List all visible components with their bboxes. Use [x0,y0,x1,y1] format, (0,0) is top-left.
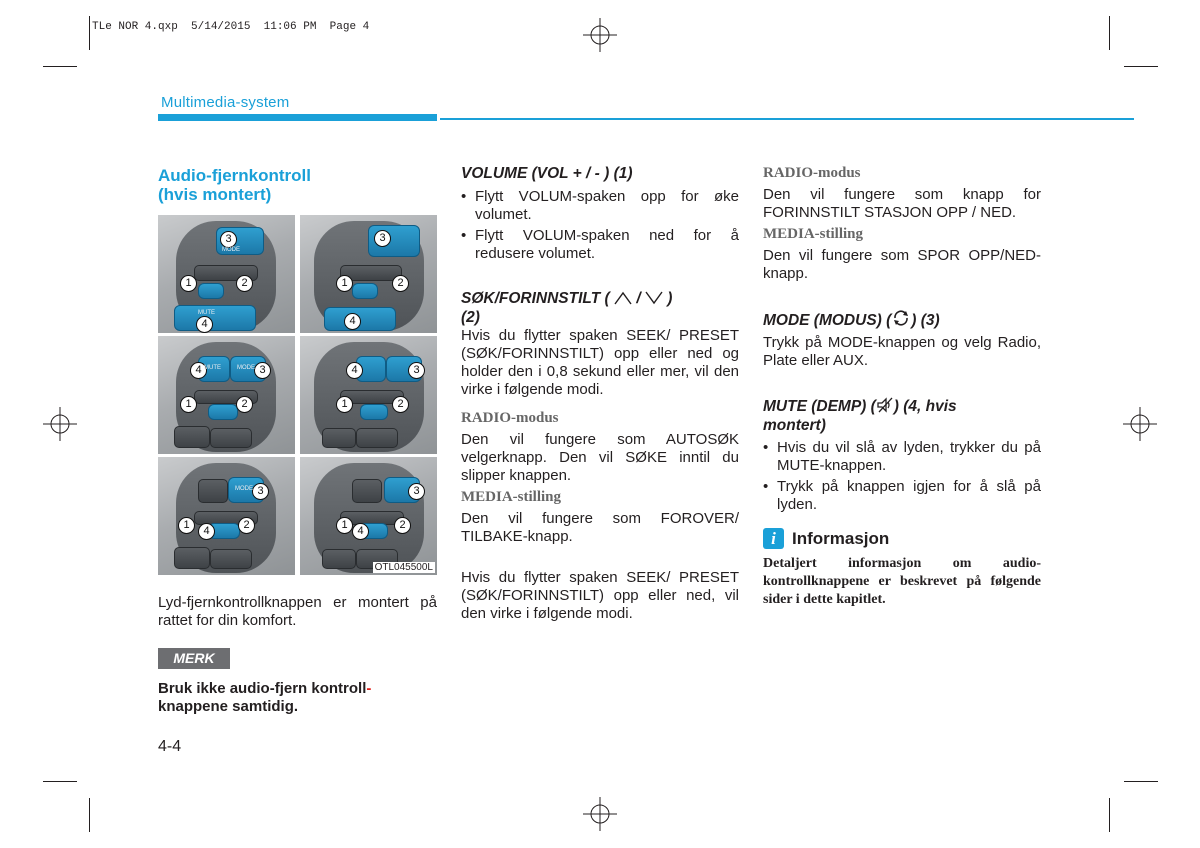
callout-3: 3 [408,483,425,500]
registration-mark-icon [43,407,77,441]
volume-list [461,188,739,263]
mode-heading-b: ) (3) [911,312,940,329]
volume-heading: VOLUME (VOL + / - ) (1) [461,165,633,182]
seek-paragraph-1: Hvis du flytter spaken SEEK/ PRESET (SØK/FORINNSTILT) opp eller ned og holder den i 0,8 sekund eller mer, vil den virke i følgende modi. [461,327,739,398]
media-mode-text: Den vil fungere som SPOR OPP/NED-knapp. [763,247,1041,282]
callout-2: 2 [236,396,253,413]
left-heading [158,166,437,204]
header-rule [440,118,1134,120]
mute-label: MUTE [198,310,215,316]
media-mode-label: MEDIA-stilling [461,489,562,505]
callout-1: 1 [180,396,197,413]
list-item: • Flytt VOLUM-spaken opp for øke volumet. [461,188,739,224]
callout-2: 2 [394,517,411,534]
crop-line [89,798,90,832]
registration-mark-icon [583,797,617,831]
seek-heading-b: ) [667,290,673,307]
crop-line [43,781,77,782]
seek-heading-line2: (2) [461,309,480,326]
right-column [763,164,1041,609]
photo-panel [300,215,437,333]
media-mode-label: MEDIA-stilling [763,226,864,242]
page-number: 4-4 [158,738,182,755]
print-slug: TLe NOR 4.qxp 5/14/2015 11:06 PM Page 4 [92,21,370,33]
heading-line-2: (hvis montert) [158,185,272,204]
mode-heading-a: MODE (MODUS) ( [763,312,892,329]
callout-4: 4 [346,362,363,379]
callout-2: 2 [392,396,409,413]
radio-mode-label: RADIO-modus [461,410,559,426]
mode-label: MODE [237,365,255,371]
callout-4: 4 [198,523,215,540]
callout-1: 1 [178,517,195,534]
callout-3: 3 [408,362,425,379]
radio-mode-text: Den vil fungere som knapp for FORINNSTILT STASJON OPP / NED. [763,186,1041,221]
mute-list [763,439,1041,514]
chevron-down-icon [645,291,663,305]
radio-mode-label: RADIO-modus [763,165,861,181]
list-item: • Flytt VOLUM-spaken ned for å redusere volumet. [461,227,739,263]
photo-panel [300,457,437,575]
info-text: Detaljert informasjon om audio-kontrollknappene er beskrevet på følgende sider i dette kapitlet. [763,556,1041,607]
seek-heading-a: SØK/FORINNSTILT ( [461,290,610,307]
crop-line [1109,798,1110,832]
header-bar [158,114,437,121]
callout-3: 3 [220,231,237,248]
list-item: • Hvis du vil slå av lyden, trykker du på MUTE-knappen. [763,439,1041,475]
mute-button [198,479,228,503]
photo-panel [158,336,295,454]
mute-heading-b: ) (4, hvis [893,398,957,415]
figure-reference-code: OTL045500L [374,562,433,573]
crop-line [1124,781,1158,782]
info-box-header [763,528,1041,549]
photo-panel [158,215,295,333]
callout-4: 4 [196,316,213,333]
callout-1: 1 [180,275,197,292]
callout-4: 4 [344,313,361,330]
radio-mode-text: Den vil fungere som AUTOSØK velgerknapp. Den vil SØKE inntil du slipper knappen. [461,431,739,484]
call-button [174,426,210,448]
registration-mark-icon [1123,407,1157,441]
note-badge: MERK [158,648,230,669]
photo-panel [158,457,295,575]
callout-1: 1 [336,396,353,413]
mute-heading-a: MUTE (DEMP) ( [763,398,876,415]
media-mode-text: Den vil fungere som FOROVER/ TILBAKE-knapp. [461,510,739,545]
note-text-part2: knappene samtidig. [158,698,299,715]
seek-lever [198,283,224,299]
info-icon: i [763,528,784,549]
mode-text: Trykk på MODE-knappen og velg Radio, Plate eller AUX. [763,334,1041,369]
call-button [174,547,210,569]
crop-line [1124,66,1158,67]
callout-4: 4 [190,362,207,379]
callout-2: 2 [238,517,255,534]
callout-3: 3 [374,230,391,247]
seek-paragraph-2: Hvis du flytter spaken SEEK/ PRESET (SØK/FORINNSTILT) opp eller ned, vil den virke i følgende modi. [461,569,739,622]
info-title: Informasjon [792,528,890,548]
steering-controls-figure [158,215,437,575]
callout-2: 2 [392,275,409,292]
registration-mark-icon [583,18,617,52]
note-text-part1: Bruk ikke audio-fjern kontroll [158,680,367,697]
callout-1: 1 [336,275,353,292]
mode-cycle-icon [891,309,911,327]
callout-1: 1 [336,517,353,534]
list-item: • Trykk på knappen igjen for å slå på lyden. [763,478,1041,514]
seek-heading-sep: / [636,290,641,307]
end-call-button [356,428,398,448]
callout-3: 3 [252,483,269,500]
mute-heading [763,397,1041,435]
mode-label: MODE [222,247,240,253]
speaker-mute-icon [876,397,894,413]
seek-lever [352,283,378,299]
seek-lever [208,404,238,420]
crop-line [89,16,90,50]
mute-button [174,305,256,331]
callout-3: 3 [254,362,271,379]
figure-caption: Lyd-fjernkontrollknappen er montert på rattet for din komfort. [158,594,437,629]
call-button [322,549,356,569]
photo-panel [300,336,437,454]
callout-4: 4 [352,523,369,540]
crop-line [43,66,77,67]
chevron-up-icon [614,291,632,305]
heading-line-1: Audio-fjernkontroll [158,166,311,185]
middle-column [461,164,739,623]
end-call-button [210,549,252,569]
seek-lever [360,404,388,420]
section-title: Multimedia-system [161,94,290,111]
seek-heading [461,289,739,327]
note-hyphen: - [366,680,372,697]
end-call-button [210,428,252,448]
mute-heading-line2: montert) [763,417,826,434]
mode-label: MODE [235,486,253,492]
mute-button [352,479,382,503]
note-text [158,680,437,716]
crop-line [1109,16,1110,50]
mute-label: MUTE [204,365,221,371]
callout-2: 2 [236,275,253,292]
call-button [322,428,356,448]
mode-heading [763,309,1041,330]
